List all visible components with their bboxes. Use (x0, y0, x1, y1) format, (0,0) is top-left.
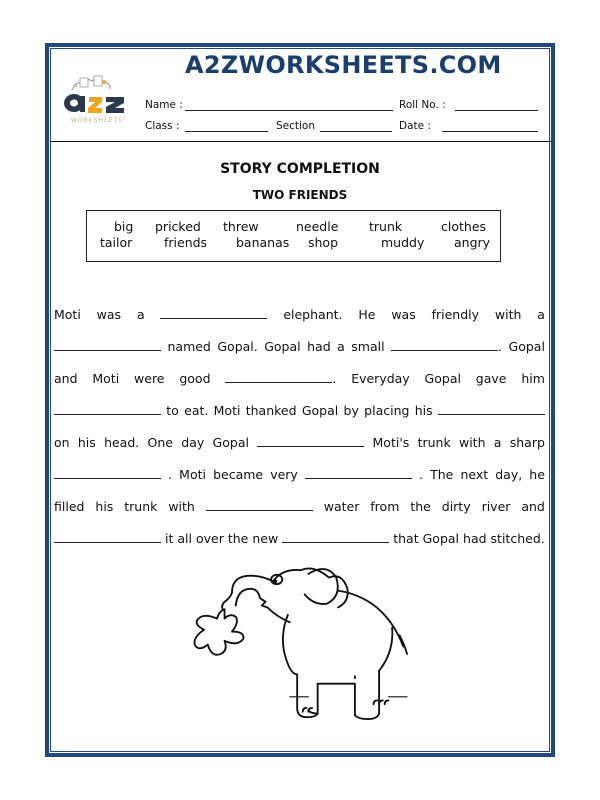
story-line (54, 363, 545, 395)
story-word: and (521, 499, 545, 514)
blank-wrap (54, 331, 161, 363)
word-bank-item: threw (223, 219, 259, 234)
story-word: Moti (92, 371, 120, 386)
story-word: day (181, 435, 205, 450)
story-word: a (493, 435, 502, 450)
story-word: his (414, 403, 433, 418)
story-word: him (521, 371, 545, 386)
story-word: named (167, 339, 211, 354)
story-word: Gopal (424, 371, 461, 386)
a2z-logo-icon (60, 70, 135, 126)
story-word: his (77, 435, 96, 450)
word-bank-item: bananas (236, 235, 290, 250)
story-word: with (168, 499, 195, 514)
story-word: was (96, 307, 122, 322)
story-word: Gopal (301, 403, 339, 418)
name-label: Name : (145, 99, 183, 111)
story-word: elephant. (283, 307, 343, 322)
story-word: small (351, 339, 385, 354)
word-bank-item: clothes (441, 219, 487, 234)
story-line (54, 395, 545, 427)
fill-in-blank[interactable] (282, 530, 389, 543)
story-word: and (54, 371, 78, 386)
word-bank-item: needle (296, 219, 339, 234)
word-bank-item: friends (164, 235, 208, 250)
worksheet-title: STORY COMPLETION (220, 161, 380, 177)
word-bank-item: trunk (369, 219, 403, 234)
header-divider (50, 141, 551, 142)
story-word: head. (104, 435, 140, 450)
fill-in-blank[interactable] (54, 530, 161, 543)
story-word: Moti's (372, 435, 410, 450)
story-word: became (213, 467, 264, 482)
fill-in-blank[interactable] (391, 338, 498, 351)
story-word: that (393, 531, 419, 546)
fill-in-blank[interactable] (54, 402, 161, 415)
fill-in-blank[interactable] (305, 466, 412, 479)
svg-text:WORKSHEETS: WORKSHEETS (70, 117, 124, 124)
story-word: was (391, 307, 416, 322)
story-word: over (195, 531, 224, 546)
blank-wrap (438, 395, 545, 427)
class-field[interactable] (185, 120, 268, 132)
fill-in-blank[interactable] (225, 370, 332, 383)
story-word: gave (475, 371, 507, 386)
story-word: water (323, 499, 360, 514)
story-word: by (343, 403, 359, 418)
story-word: next (460, 467, 489, 482)
story-word: friendly (431, 307, 480, 322)
story-word: One (147, 435, 173, 450)
story-word: the (410, 499, 431, 514)
story-word: a (537, 307, 545, 322)
story-word: were (134, 371, 165, 386)
name-field[interactable] (185, 99, 393, 111)
word-bank-item: pricked (155, 219, 201, 234)
word-bank-item: shop (308, 235, 339, 250)
date-label: Date : (399, 120, 431, 132)
story-word: he (529, 467, 545, 482)
story-word: Gopal (422, 531, 460, 546)
story-word: day, (495, 467, 523, 482)
story-paragraph (54, 299, 545, 555)
section-label: Section (276, 120, 316, 132)
fill-in-blank[interactable] (160, 306, 267, 319)
roll-no-field[interactable] (455, 99, 538, 111)
blank-wrap (54, 459, 161, 491)
story-line (54, 427, 545, 459)
story-word: the (227, 531, 249, 546)
story-word: from (370, 499, 400, 514)
blank-wrap (305, 459, 412, 491)
story-word: Gopal (264, 339, 301, 354)
word-bank (86, 210, 501, 262)
story-word: all (177, 531, 192, 546)
word-bank-item: tailor (100, 235, 133, 250)
story-word: stitched. (490, 531, 545, 546)
story-line (54, 491, 545, 523)
story-word: to (166, 403, 179, 418)
story-word: The (430, 467, 454, 482)
story-word: had (463, 531, 487, 546)
blank-wrap (257, 427, 364, 459)
story-word: a (136, 307, 145, 322)
fill-in-blank[interactable] (206, 498, 313, 511)
story-word: Gopal (508, 339, 545, 354)
blank-wrap (282, 523, 389, 555)
blank-wrap (160, 299, 267, 331)
story-word: eat. (184, 403, 209, 418)
story-line (54, 459, 545, 491)
word-bank-item: angry (454, 235, 491, 250)
fill-in-blank[interactable] (54, 466, 161, 479)
fill-in-blank[interactable] (438, 402, 545, 415)
story-word: Gopal (212, 435, 249, 450)
blank-wrap: . (225, 363, 336, 395)
story-word: dirty (441, 499, 471, 514)
story-word: Gopal. (217, 339, 258, 354)
story-word: on (54, 435, 70, 450)
story-word: Moti (213, 403, 241, 418)
story-word: it (165, 531, 174, 546)
section-field[interactable] (320, 120, 392, 132)
story-word: filled (54, 499, 85, 514)
fill-in-blank[interactable] (257, 434, 364, 447)
story-word: . (168, 467, 173, 482)
story-word: very (270, 467, 298, 482)
story-word: trunk (417, 435, 451, 450)
story-line (54, 299, 545, 331)
story-word: Everyday (351, 371, 410, 386)
story-word: trunk (124, 499, 158, 514)
story-word: Moti (54, 307, 81, 322)
story-word: placing (364, 403, 410, 418)
story-line (54, 331, 545, 363)
story-word: with (494, 307, 522, 322)
date-field[interactable] (442, 120, 538, 132)
story-word: his (95, 499, 114, 514)
story-word: . (419, 467, 423, 482)
story-line (54, 523, 545, 555)
story-word: good (179, 371, 211, 386)
blank-wrap (206, 491, 313, 523)
blank-wrap (54, 395, 161, 427)
blank-wrap: . (391, 331, 502, 363)
story-title: TWO FRIENDS (252, 188, 348, 202)
story-word: He (358, 307, 376, 322)
story-word: with (458, 435, 486, 450)
story-word: thanked (245, 403, 297, 418)
story-word: sharp (509, 435, 545, 450)
story-word: new (252, 531, 279, 546)
story-word: a (337, 339, 345, 354)
fill-in-blank[interactable] (54, 338, 161, 351)
elephant-illustration-icon (178, 552, 448, 727)
story-word: had (307, 339, 331, 354)
site-title: A2ZWORKSHEETS.COM (185, 51, 502, 79)
story-word: Moti (179, 467, 206, 482)
roll-no-label: Roll No. : (399, 99, 446, 111)
word-bank-item: big (114, 219, 134, 234)
word-bank-item: muddy (381, 235, 425, 250)
class-label: Class : (145, 120, 180, 132)
story-word: river (481, 499, 511, 514)
blank-wrap (54, 523, 161, 555)
